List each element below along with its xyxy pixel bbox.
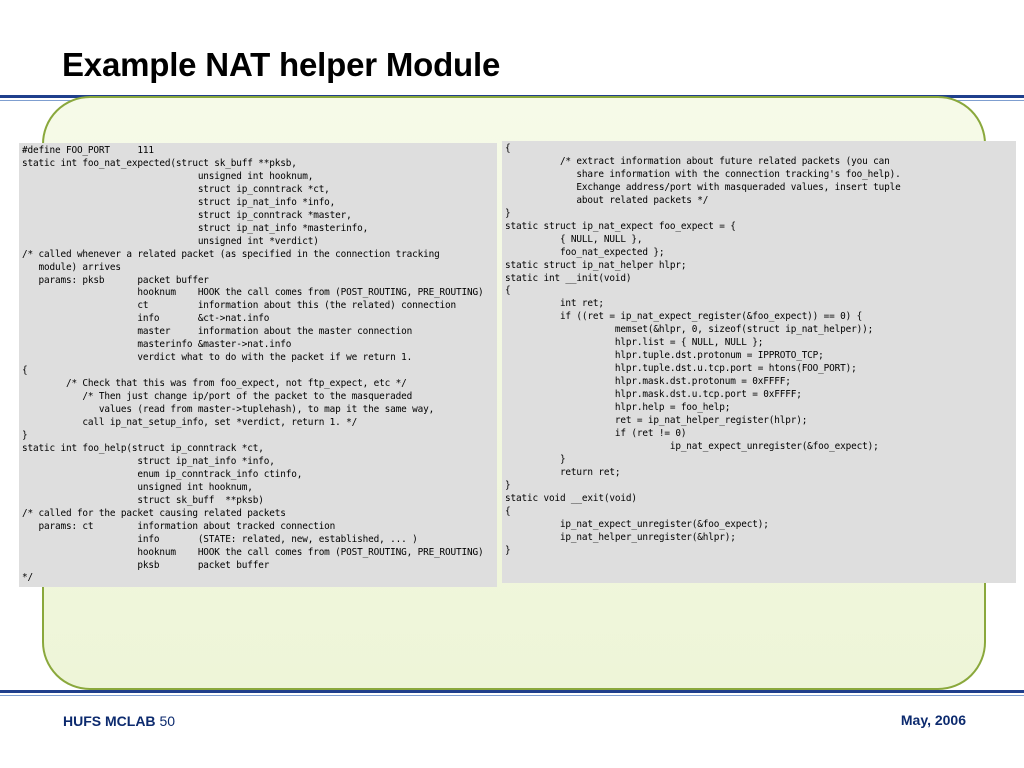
code-line: hooknum HOOK the call comes from (POST_ROUTING, PRE_ROUTING): [22, 546, 484, 558]
code-line: ip_nat_expect_unregister(&foo_expect);: [505, 440, 879, 452]
code-line: }: [505, 479, 511, 491]
footer-date: May, 2006: [900, 712, 966, 728]
code-line: ip_nat_helper_unregister(&hlpr);: [505, 531, 736, 543]
code-block-left: [19, 143, 497, 587]
code-line: {: [505, 285, 511, 297]
code-line: /* called whenever a related packet (as specified in the connection tracking: [22, 248, 440, 260]
code-line: memset(&hlpr, 0, sizeof(struct ip_nat_helper));: [505, 324, 874, 336]
code-line: ip_nat_expect_unregister(&foo_expect);: [505, 518, 769, 530]
code-line: unsigned int *verdict): [22, 235, 319, 247]
code-line: */: [22, 572, 33, 584]
code-line: /* Check that this was from foo_expect, not ftp_expect, etc */: [22, 378, 407, 390]
code-line: info &ct->nat.info: [22, 313, 270, 325]
footer-divider-thin: [0, 695, 1024, 696]
page-number: 50: [159, 713, 176, 729]
code-line: pksb packet buffer: [22, 559, 270, 571]
code-line: verdict what to do with the packet if we return 1.: [22, 352, 413, 364]
code-line: unsigned int hooknum,: [22, 481, 253, 493]
code-line: /* extract information about future related packets (you can: [505, 155, 890, 167]
code-line: return ret;: [505, 466, 621, 478]
code-line: }: [505, 207, 511, 219]
code-line: static int __init(void): [505, 272, 632, 284]
code-line: hlpr.list = { NULL, NULL };: [505, 337, 764, 349]
code-line: static int foo_help(struct ip_conntrack *ct,: [22, 442, 264, 454]
code-line: {: [505, 505, 511, 517]
code-line: static struct ip_nat_expect foo_expect = {: [505, 220, 736, 232]
code-line: /* called for the packet causing related packets: [22, 507, 286, 519]
code-line: int ret;: [505, 298, 604, 310]
code-line: info (STATE: related, new, established, ... ): [22, 533, 418, 545]
code-line: hlpr.help = foo_help;: [505, 402, 731, 414]
code-line: ret = ip_nat_helper_register(hlpr);: [505, 415, 808, 427]
code-line: share information with the connection tracking's foo_help).: [505, 168, 901, 180]
code-line: ct information about this (the related) connection: [22, 300, 457, 312]
code-line: if ((ret = ip_nat_expect_register(&foo_expect)) == 0) {: [505, 311, 863, 323]
code-line: module) arrives: [22, 261, 121, 273]
code-line: hlpr.mask.dst.u.tcp.port = 0xFFFF;: [505, 389, 802, 401]
code-line: }: [22, 429, 28, 441]
code-line: hlpr.mask.dst.protonum = 0xFFFF;: [505, 376, 791, 388]
code-block-right: [502, 141, 1016, 583]
code-line: static int foo_nat_expected(struct sk_buff **pksb,: [22, 157, 297, 169]
code-line: hooknum HOOK the call comes from (POST_ROUTING, PRE_ROUTING): [22, 287, 484, 299]
footer-org: [63, 713, 175, 729]
code-line: enum ip_conntrack_info ctinfo,: [22, 468, 303, 480]
code-line: struct ip_nat_info *info,: [22, 196, 336, 208]
code-line: struct sk_buff **pksb): [22, 494, 264, 506]
code-line: master information about the master connection: [22, 326, 413, 338]
code-line: hlpr.tuple.dst.u.tcp.port = htons(FOO_PORT);: [505, 363, 857, 375]
code-line: /* Then just change ip/port of the packet to the masqueraded: [22, 391, 413, 403]
code-line: about related packets */: [505, 194, 709, 206]
code-line: struct ip_nat_info *info,: [22, 455, 275, 467]
code-line: struct ip_conntrack *ct,: [22, 183, 330, 195]
slide-title: Example NAT helper Module: [62, 46, 501, 83]
code-line: foo_nat_expected };: [505, 246, 665, 258]
code-line: #define FOO_PORT 111: [22, 145, 154, 156]
code-line: masterinfo &master->nat.info: [22, 339, 292, 351]
code-line: if (ret != 0): [505, 427, 687, 439]
code-line: values (read from master->tuplehash), to map it the same way,: [22, 404, 435, 416]
code-line: {: [22, 365, 28, 377]
footer-org-name: HUFS MCLAB: [63, 713, 156, 729]
code-line: hlpr.tuple.dst.protonum = IPPROTO_TCP;: [505, 350, 824, 362]
footer-divider: [0, 690, 1024, 693]
code-line: }: [505, 453, 566, 465]
code-line: call ip_nat_setup_info, set *verdict, return 1. */: [22, 417, 358, 429]
code-line: { NULL, NULL },: [505, 233, 643, 245]
code-line: static void __exit(void): [505, 492, 637, 504]
code-line: struct ip_conntrack *master,: [22, 209, 352, 221]
code-line: params: ct information about tracked connection: [22, 520, 336, 532]
code-line: struct ip_nat_info *masterinfo,: [22, 222, 369, 234]
code-line: unsigned int hooknum,: [22, 170, 314, 182]
code-line: params: pksb packet buffer: [22, 274, 209, 286]
code-line: }: [505, 544, 511, 556]
code-line: {: [505, 143, 511, 154]
code-line: Exchange address/port with masqueraded values, insert tuple: [505, 181, 901, 193]
code-line: static struct ip_nat_helper hlpr;: [505, 259, 687, 271]
